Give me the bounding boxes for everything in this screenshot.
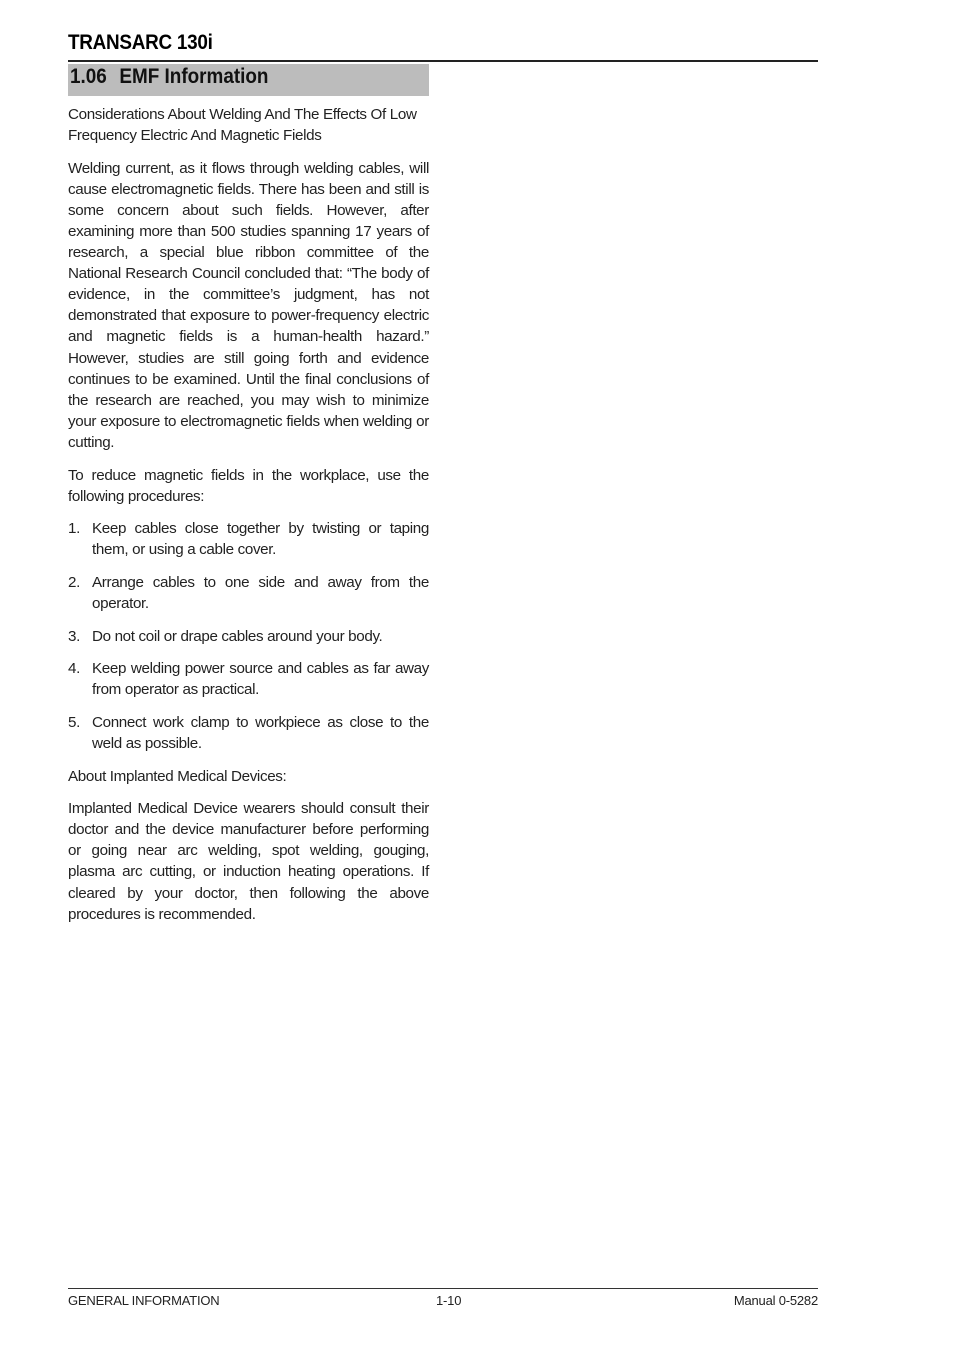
list-item xyxy=(68,572,429,614)
section-number: 1.06 xyxy=(70,65,107,88)
paragraph-research: Welding current, as it flows through welding cables, will cause electromagnetic fields. There has been and still is some concern about such fields. However, after examining more than 500 studies spanning 17 years of research, a special blue ribbon committee of the National Research Council concluded that: “The body of evidence, in the committee’s judgment, has not demonstrated that exposure to power-frequency electric and magnetic fields is a human-health hazard.” However, studies are still going forth and evidence continues to be examined. Until the final conclusions of the research are reached, you may wish to minimize your exposure to electromagnetic fields when welding or cutting. xyxy=(68,159,429,451)
section-heading-bar xyxy=(68,64,429,96)
header-divider xyxy=(68,60,818,62)
list-item xyxy=(68,626,429,647)
list-item-text: Arrange cables to one side and away from the operator. xyxy=(92,573,429,612)
list-marker: 5. xyxy=(68,713,80,731)
list-item xyxy=(68,658,429,700)
paragraph-procedures-intro: To reduce magnetic fields in the workplace, use the following procedures: xyxy=(68,466,429,505)
procedures-list xyxy=(68,518,429,754)
implant-paragraph: Implanted Medical Device wearers should consult their doctor and the device manufacturer before performing or going near arc welding, spot welding, gouging, plasma arc cutting, or induction heating operations. If cleared by your doctor, then following the above procedures is recommended. xyxy=(68,800,429,923)
footer-divider xyxy=(68,1288,818,1289)
body-column xyxy=(68,104,429,936)
list-item xyxy=(68,712,429,754)
list-marker: 2. xyxy=(68,573,80,591)
section-subtitle: Considerations About Welding And The Effects Of Low Frequency Electric And Magnetic Fields xyxy=(68,106,417,145)
list-item-text: Keep cables close together by twisting or taping them, or using a cable cover. xyxy=(92,520,429,559)
manual-number: Manual 0-5282 xyxy=(733,1293,818,1308)
list-marker: 3. xyxy=(68,627,80,645)
list-marker: 4. xyxy=(68,660,80,678)
section-title: EMF Information xyxy=(119,65,269,88)
section-heading xyxy=(70,65,268,89)
list-marker: 1. xyxy=(68,520,80,538)
implant-heading: About Implanted Medical Devices: xyxy=(68,767,287,785)
list-item xyxy=(68,518,429,560)
list-item-text: Keep welding power source and cables as far away from operator as practical. xyxy=(92,660,429,699)
list-item-text: Connect work clamp to workpiece as close to the weld as possible. xyxy=(92,713,429,752)
document-title: TRANSARC 130i xyxy=(68,31,213,54)
footer-section-name: GENERAL INFORMATION xyxy=(68,1293,220,1308)
page-number: 1-10 xyxy=(436,1293,462,1308)
list-item-text: Do not coil or drape cables around your body. xyxy=(92,627,383,645)
